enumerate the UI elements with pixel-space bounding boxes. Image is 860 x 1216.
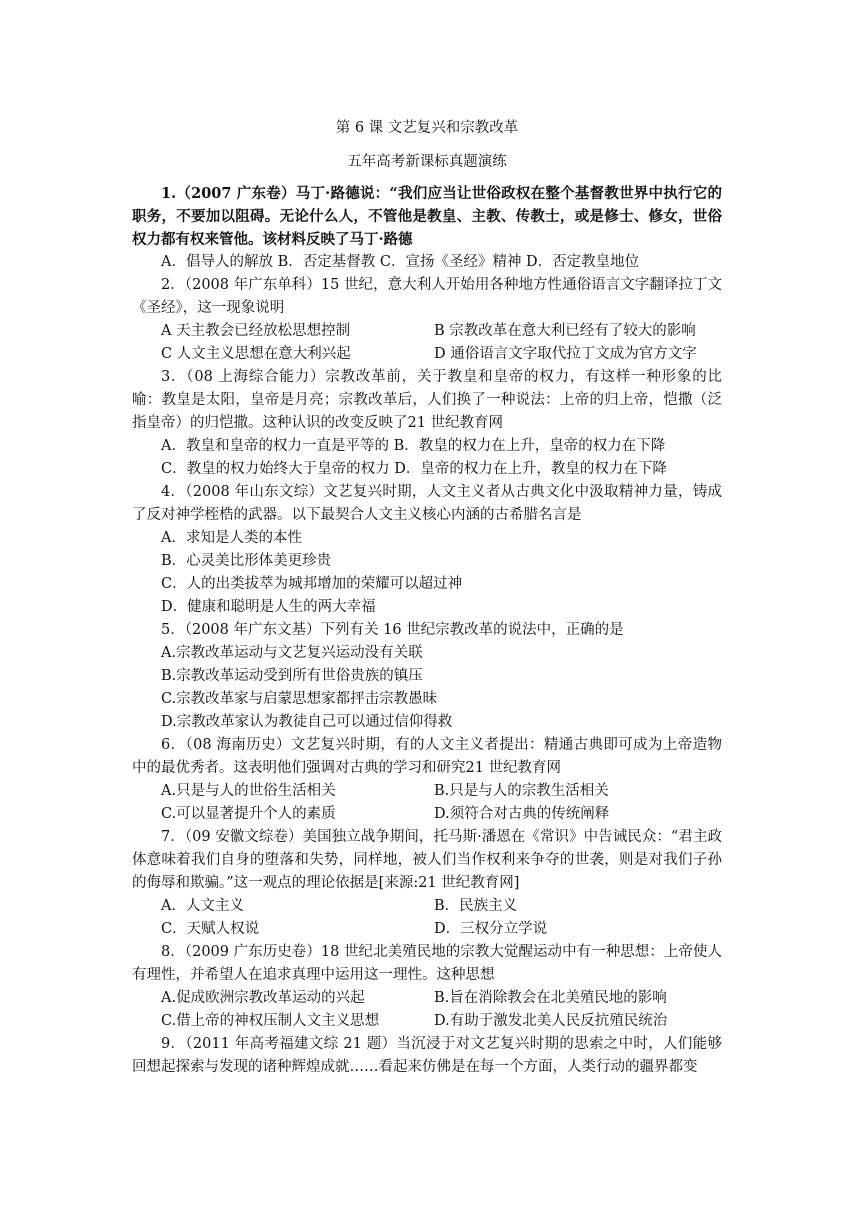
- question-7-stem: 7．（09 安徽文综卷）美国独立战争期间，托马斯·潘恩在《常识》中告诫民众：“君主政体意味着我们自身的堕落和失势，同样地，被人们当作权利来争夺的世袭，则是对我们子孙的侮辱和欺骗。”这一观点的理论依据是[来源:21 世纪教育网]: [132, 829, 722, 891]
- option-d: D．健康和聪明是人生的两大幸福: [161, 599, 376, 615]
- option-a: A.只是与人的世俗生活相关: [161, 783, 336, 799]
- option-d: D.须符合对古典的传统阐释: [434, 806, 610, 822]
- option-b: B．民族主义: [434, 898, 518, 914]
- option-c: C.借上帝的神权压制人文主义思想: [161, 1013, 380, 1029]
- option-a: A．求知是人类的本性: [161, 530, 302, 546]
- question-5-stem: 5．（2008 年广东文基）下列有关 16 世纪宗教改革的说法中，正确的是: [161, 622, 624, 638]
- option-d: D 通俗语言文字取代拉丁文成为官方文字: [434, 346, 697, 362]
- question-7-options: [132, 895, 722, 941]
- question-6-options: [132, 780, 722, 826]
- lesson-title: 第 6 课 文艺复兴和宗教改革: [335, 120, 519, 136]
- option-b: B．心灵美比形体美更珍贵: [161, 553, 332, 569]
- question-8-stem: 8．（2009 广东历史卷）18 世纪北美殖民地的宗教大觉醒运动中有一种思想：上帝使人有理性，并希望人在追求真理中运用这一理性。这种思想: [132, 944, 722, 983]
- question-6-stem: 6．（08 海南历史）文艺复兴时期，有的人文主义者提出：精通古典即可成为上帝造物中的最优秀者。这表明他们强调对古典的学习和研究21 世纪教育网: [132, 737, 722, 776]
- option-c: C．天赋人权说: [161, 921, 260, 937]
- option-a: A.促成欧洲宗教改革运动的兴起: [161, 990, 365, 1006]
- question-3-stem: 3．（08 上海综合能力）宗教改革前，关于教皇和皇帝的权力，有这样一种形象的比喻：教皇是太阳，皇帝是月亮；宗教改革后，人们换了一种说法：上帝的归上帝，恺撒（泛指皇帝）的归恺撒。这种认识的改变反映了21 世纪教育网: [132, 369, 722, 431]
- option-b: B 宗教改革在意大利已经有了较大的影响: [434, 323, 696, 339]
- option-c: C.宗教改革家与启蒙思想家都抨击宗教愚昧: [161, 691, 438, 707]
- option-a: A.宗教改革运动与文艺复兴运动没有关联: [161, 645, 423, 661]
- question-8-options: [132, 987, 722, 1033]
- option-b: B.旨在消除教会在北美殖民地的影响: [434, 990, 667, 1006]
- option-d: D.宗教改革家认为教徒自己可以通过信仰得救: [161, 714, 453, 730]
- question-4-stem: 4．（2008 年山东文综）文艺复兴时期，人文主义者从古典文化中汲取精神力量，铸成了反对神学桎梏的武器。以下最契合人文主义核心内涵的古希腊名言是: [132, 484, 722, 523]
- question-1-options: A．倡导人的解放 B．否定基督教 C．宣扬《圣经》精神 D．否定教皇地位: [161, 254, 640, 270]
- question-2-stem: 2．（2008 年广东单科）15 世纪，意大利人开始用各种地方性通俗语言文字翻译拉丁文《圣经》，这一现象说明: [132, 277, 722, 316]
- option-a: A 天主教会已经放松思想控制: [161, 323, 351, 339]
- option-b: B.只是与人的宗教生活相关: [434, 783, 609, 799]
- option-c: C 人文主义思想在意大利兴起: [161, 346, 351, 362]
- option-a: A．人文主义: [161, 898, 244, 914]
- question-3-option-cd: C．教皇的权力始终大于皇帝的权力 D．皇帝的权力在上升，教皇的权力在下降: [161, 461, 667, 477]
- option-c: C.可以显著提升个人的素质: [161, 806, 336, 822]
- section-subtitle: 五年高考新课标真题演练: [347, 154, 507, 170]
- option-b: B.宗教改革运动受到所有世俗贵族的镇压: [161, 668, 423, 684]
- question-2-options: [132, 320, 722, 366]
- document-page: [132, 112, 722, 1079]
- question-1-stem: 1.（2007 广东卷）马丁·路德说：“我们应当让世俗政权在整个基督教世界中执行它的职务，不要加以阻碍。无论什么人，不管他是教皇、主教、传教士，或是修士、修女，世俗权力都有权来管他。该材料反映了马丁·路德: [132, 185, 722, 248]
- question-3-option-ab: A．教皇和皇帝的权力一直是平等的 B．教皇的权力在上升，皇帝的权力在下降: [161, 438, 666, 454]
- question-9-stem: 9．（2011 年高考福建文综 21 题）当沉浸于对文艺复兴时期的思索之中时，人们能够回想起探索与发现的诸种辉煌成就……看起来仿佛是在每一个方面，人类行动的疆界都变: [132, 1036, 722, 1075]
- option-c: C．人的出类拔萃为城邦增加的荣耀可以超过神: [161, 576, 463, 592]
- option-d: D．三权分立学说: [434, 921, 548, 937]
- option-d: D.有助于激发北美人民反抗殖民统治: [434, 1013, 668, 1029]
